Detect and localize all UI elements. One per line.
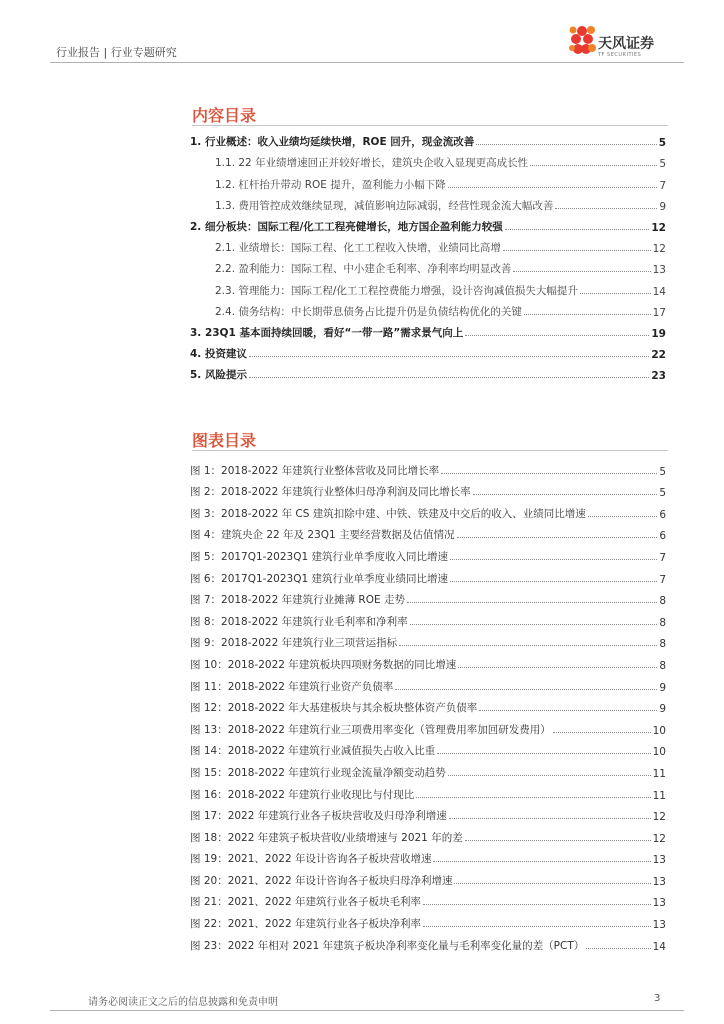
figure-entry-label: 图 10：2018-2022 年建筑板块四项财务数据的同比增速 (190, 658, 457, 671)
toc-entry[interactable] (190, 213, 666, 234)
contents-title: 内容目录 (192, 106, 257, 125)
dot-leader (524, 314, 651, 315)
toc-entry[interactable] (190, 340, 666, 361)
figure-entry[interactable] (190, 931, 666, 953)
figure-entry[interactable] (190, 607, 666, 629)
figure-entry-label: 图 16：2018-2022 年建筑行业收现比与付现比 (190, 788, 415, 801)
toc-entry[interactable] (190, 276, 666, 297)
table-of-contents (190, 128, 666, 382)
dot-leader (586, 948, 650, 949)
figure-entry[interactable] (190, 650, 666, 672)
figure-entry-page: 13 (652, 919, 666, 932)
toc-entry[interactable] (190, 319, 666, 340)
dot-leader (553, 732, 651, 733)
figure-entry-label: 图 6：2017Q1-2023Q1 建筑行业单季度业绩同比增速 (190, 572, 448, 585)
dot-leader (407, 602, 657, 603)
toc-entry[interactable] (190, 192, 666, 213)
dot-leader (458, 667, 657, 668)
dot-leader (503, 250, 651, 251)
flower-logo-icon (569, 26, 596, 54)
toc-entry-page: 22 (651, 349, 666, 362)
dot-leader (395, 689, 657, 690)
dot-leader (450, 559, 657, 560)
figure-entry-page: 8 (659, 659, 666, 672)
figure-entry-label: 图 22：2021、2022 年建筑行业各子板块净利率 (190, 918, 421, 931)
figure-entry[interactable] (190, 758, 666, 780)
figure-entry[interactable] (190, 715, 666, 737)
figure-entry-page: 9 (659, 681, 666, 694)
figures-title: 图表目录 (192, 431, 257, 450)
toc-entry-label: 1.3. 费用管控成效继续显现，减值影响边际减弱，经营性现金流大幅改善 (215, 199, 554, 212)
toc-entry[interactable] (190, 149, 666, 170)
toc-entry[interactable] (190, 298, 666, 319)
dot-leader (465, 335, 649, 336)
figure-entry[interactable] (190, 478, 666, 500)
dot-leader (513, 271, 650, 272)
figure-entry-label: 图 19：2021、2022 年设计咨询各子板块营收增速 (190, 853, 432, 866)
figure-entry[interactable] (190, 629, 666, 651)
figure-entry-page: 7 (659, 573, 666, 586)
toc-entry[interactable] (190, 361, 666, 382)
figure-entry-page: 5 (659, 487, 666, 500)
figure-entry-label: 图 3：2018-2022 年 CS 建筑扣除中建、中铁、铁建及中交后的收入、业绩同比增速 (190, 507, 586, 520)
figure-entry[interactable] (190, 542, 666, 564)
figure-entry-label: 图 15：2018-2022 年建筑行业现金流量净额变动趋势 (190, 766, 446, 779)
toc-entry-label: 2.4. 债务结构：中长期带息债务占比提升仍是负债结构优化的关键 (215, 305, 522, 318)
figure-entry[interactable] (190, 694, 666, 716)
header-divider (50, 62, 684, 63)
toc-entry[interactable] (190, 255, 666, 276)
figure-entry-label: 图 23：2022 年相对 2021 年建筑子板块净利率变化量与毛利率变化量的差（PCT） (190, 939, 585, 952)
toc-entry[interactable] (190, 234, 666, 255)
figure-entry-page: 9 (659, 703, 666, 716)
toc-entry-page: 12 (651, 221, 666, 234)
figure-entry-page: 11 (652, 789, 666, 802)
toc-entry-label: 3. 23Q1 基本面持续回暖，看好“一带一路”需求景气向上 (190, 326, 464, 339)
dot-leader (423, 926, 651, 927)
figure-entry-page: 13 (652, 897, 666, 910)
figure-entry-page: 10 (652, 746, 666, 759)
figure-entry[interactable] (190, 909, 666, 931)
figure-entry-page: 8 (659, 616, 666, 629)
toc-entry-page: 17 (652, 306, 666, 319)
toc-entry[interactable] (190, 170, 666, 191)
figure-entry[interactable] (190, 456, 666, 478)
dot-leader (465, 840, 651, 841)
toc-entry-page: 5 (659, 158, 666, 171)
figure-entry[interactable] (190, 845, 666, 867)
toc-entry-page: 23 (651, 370, 666, 383)
company-name-english: TF SECURITIES (598, 52, 642, 58)
figure-entry[interactable] (190, 802, 666, 824)
figure-entry[interactable] (190, 499, 666, 521)
figure-entry[interactable] (190, 586, 666, 608)
figure-entry-label: 图 14：2018-2022 年建筑行业减值损失占收入比重 (190, 745, 436, 758)
toc-entry-label: 5. 风险提示 (190, 369, 247, 382)
disclaimer-footer: 请务必阅读正文之后的信息披露和免责申明 (88, 997, 278, 1008)
figure-entry-page: 11 (652, 767, 666, 780)
dot-leader (530, 165, 657, 166)
dot-leader (249, 377, 649, 378)
dot-leader (454, 883, 650, 884)
dot-leader (416, 797, 650, 798)
toc-entry-label: 4. 投资建议 (190, 348, 247, 361)
dot-leader (473, 494, 658, 495)
dot-leader (448, 775, 651, 776)
toc-entry-label: 2.3. 管理能力：国际工程/化工工程控费能力增强，设计咨询减值损失大幅提升 (215, 284, 578, 297)
figure-entry[interactable] (190, 737, 666, 759)
dot-leader (441, 473, 657, 474)
list-of-figures (190, 456, 666, 953)
dot-leader (580, 293, 651, 294)
toc-entry-page: 19 (651, 327, 666, 340)
figure-entry-page: 13 (652, 854, 666, 867)
figure-entry-label: 图 4：建筑央企 22 年及 23Q1 主要经营数据及估值情况 (190, 529, 455, 542)
figure-entry-label: 图 2：2018-2022 年建筑行业整体归母净利润及同比增长率 (190, 486, 471, 499)
toc-entry-label: 2. 细分板块：国际工程/化工工程亮健增长，地方国企盈利能力较强 (190, 220, 503, 233)
dot-leader (588, 516, 658, 517)
toc-entry-page: 9 (659, 200, 666, 213)
dot-leader (437, 753, 650, 754)
dot-leader (555, 208, 657, 209)
figure-entry[interactable] (190, 866, 666, 888)
figure-entry-label: 图 13：2018-2022 年建筑行业三项费用率变化（管理费用率加回研发费用） (190, 723, 551, 736)
dot-leader (449, 818, 651, 819)
dot-leader (433, 861, 650, 862)
figures-title-underline (192, 450, 668, 451)
dot-leader (505, 229, 650, 230)
figure-entry-label: 图 20：2021、2022 年设计咨询各子板块归母净利增速 (190, 874, 453, 887)
figure-entry-page: 12 (652, 811, 666, 824)
figure-entry[interactable] (190, 780, 666, 802)
dot-leader (249, 356, 649, 357)
toc-entry-label: 2.2. 盈利能力：国际工程、中小建企毛利率、净利率均明显改善 (215, 263, 512, 276)
toc-entry-page: 12 (652, 243, 666, 256)
figure-entry-page: 6 (659, 530, 666, 543)
dot-leader (450, 581, 657, 582)
figure-entry-label: 图 1：2018-2022 年建筑行业整体营收及同比增长率 (190, 464, 440, 477)
toc-entry-label: 2.1. 业绩增长：国际工程、化工工程收入快增，业绩同比高增 (215, 242, 501, 255)
figure-entry[interactable] (190, 521, 666, 543)
toc-entry-page: 13 (652, 264, 666, 277)
dot-leader (399, 645, 657, 646)
toc-entry-label: 1.1. 22 年业绩增速回正并较好增长，建筑央企收入显现更高成长性 (215, 157, 529, 170)
footer-divider (50, 1010, 684, 1011)
report-category-header: 行业报告 | 行业专题研究 (56, 46, 177, 59)
figure-entry[interactable] (190, 672, 666, 694)
toc-entry-label: 1. 行业概述：收入业绩均延续快增，ROE 回升，现金流改善 (190, 136, 475, 149)
toc-entry-page: 5 (658, 137, 666, 150)
figure-entry[interactable] (190, 823, 666, 845)
dot-leader (448, 187, 658, 188)
figure-entry-page: 10 (652, 724, 666, 737)
dot-leader (479, 710, 657, 711)
figure-entry-page: 13 (652, 875, 666, 888)
figure-entry-label: 图 9：2018-2022 年建筑行业三项营运指标 (190, 637, 398, 650)
toc-entry[interactable] (190, 128, 666, 149)
figure-entry-label: 图 11：2018-2022 年建筑行业资产负债率 (190, 680, 394, 693)
dot-leader (476, 144, 656, 145)
figure-entry[interactable] (190, 564, 666, 586)
toc-entry-label: 1.2. 杠杆抬升带动 ROE 提升，盈利能力小幅下降 (215, 178, 446, 191)
dot-leader (457, 537, 658, 538)
page-number: 3 (654, 993, 661, 1004)
figure-entry-page: 14 (652, 940, 666, 953)
figure-entry-label: 图 12：2018-2022 年大基建板块与其余板块整体资产负债率 (190, 702, 478, 715)
figure-entry-label: 图 8：2018-2022 年建筑行业毛利率和净利率 (190, 615, 408, 628)
toc-entry-page: 7 (659, 179, 666, 192)
figure-entry-label: 图 7：2018-2022 年建筑行业摊薄 ROE 走势 (190, 594, 405, 607)
company-name: 天风证券 (598, 36, 654, 52)
dot-leader (423, 904, 651, 905)
figure-entry-label: 图 5：2017Q1-2023Q1 建筑行业单季度收入同比增速 (190, 550, 448, 563)
figure-entry-page: 5 (659, 465, 666, 478)
figure-entry-page: 8 (659, 638, 666, 651)
figure-entry-page: 8 (659, 595, 666, 608)
figure-entry-label: 图 18：2022 年建筑子板块营收/业绩增速与 2021 年的差 (190, 831, 463, 844)
figure-entry-label: 图 21：2021、2022 年建筑行业各子板块毛利率 (190, 896, 421, 909)
toc-entry-page: 14 (652, 285, 666, 298)
figure-entry-page: 6 (659, 508, 666, 521)
contents-title-underline (192, 125, 668, 126)
figure-entry-label: 图 17：2022 年建筑行业各子板块营收及归母净利增速 (190, 810, 447, 823)
dot-leader (410, 624, 658, 625)
figure-entry-page: 12 (652, 832, 666, 845)
figure-entry-page: 7 (659, 551, 666, 564)
figure-entry[interactable] (190, 888, 666, 910)
